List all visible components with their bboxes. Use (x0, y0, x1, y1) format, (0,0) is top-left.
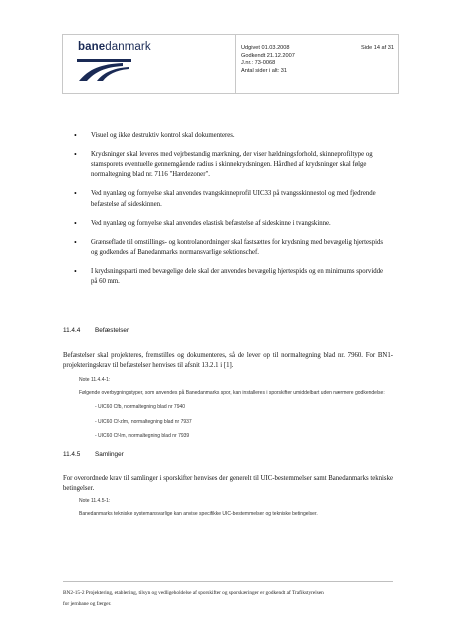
journal-number: J.nr.: 73-0068 (241, 60, 276, 67)
rail-logo-icon (75, 55, 133, 81)
note-text: Banedanmarks tekniske systemansvarlige kan anvise specifikke UIC-bestemmelser og tekniske betingelser. (79, 510, 318, 517)
list-item: • Grænseflade til omstillings- og kontrolanordninger skal fastsættes for krydsning med bevægelig hjertespids og godkendes af Banedanmarks normansvarlige sektionschef. (73, 238, 389, 258)
document-meta (241, 45, 295, 75)
banedanmark-logo: banedanmark (78, 41, 151, 53)
note-item: - UIC60 Cf-lm, normaltegning blad nr 7939 (95, 433, 190, 440)
section-paragraph: For overordnede krav til samlinger i sporskifter henvises der generelt til UIC-bestemmelser samt Banedanmarks tekniske betingelser. (63, 475, 393, 493)
page-header (62, 34, 399, 94)
note-item: - UIC60 Cf-zlm, normaltegning blad nr 7937 (95, 418, 192, 425)
page-number: Side 14 af 31 (361, 45, 394, 51)
total-pages: Antal sider i alt: 31 (241, 67, 288, 74)
section-paragraph: Befæstelser skal projekteres, fremstilles og dokumenteres, så de lever op til normaltegning blad nr. 7960. For BN1-projekteringskrav til befæstelser henvises til afsnit 13.2.1 i [1]. (63, 352, 393, 370)
logo-area (63, 35, 236, 93)
list-item: • Visuel og ikke destruktiv kontrol skal dokumenteres. (73, 131, 389, 141)
issued-date: Udgivet 01.03.2008 (241, 45, 290, 51)
section-title: Samlinger (95, 451, 124, 458)
footer-text: for jernbane og færger. (63, 601, 112, 608)
note-item: - UIC60 Cfb, normaltegning blad nr 7940 (95, 404, 186, 411)
footer-divider (63, 581, 393, 582)
approved-date: Godkendt 21.12.2007 (241, 52, 295, 59)
section-heading-11-4-5 (63, 451, 124, 458)
note-label: Note 11.4.5-1: (79, 498, 111, 504)
note-11-4-5-1 (79, 498, 389, 517)
list-item: • I krydsningsparti med bevægelige dele skal der anvendes bevægelig hjertespids og en minimums sporvidde på 60 mm. (73, 267, 389, 287)
note-text: Følgende overbygningstyper, som anvendes på Banedanmarks spor, kan installeres i sporskifter umiddelbart uden nærmere godkendelse: (79, 389, 385, 396)
requirements-list (73, 131, 389, 296)
footer-text: BN2-15-2 Projektering, etablering, tilsyn og vedligeholdelse af sporskifter og sporskæringer er godkendt af Trafikstyrelsen (63, 590, 324, 596)
section-number: 11.4.4 (63, 327, 81, 334)
note-11-4-4-1 (79, 377, 389, 440)
section-number: 11.4.5 (63, 451, 81, 458)
section-title: Befæstelser (95, 327, 130, 334)
section-heading-11-4-4 (63, 327, 129, 334)
list-item: • Krydsninger skal leveres med vejrbestandig mærkning, der viser hældningsforhold, skinneprofiltype og stamsporets eventuelle gennemgående radius i skinnekrydsningen. Hårdhed af krydsninger skal følge normaltegning blad nr. 7116 "Hærdezoner". (73, 150, 389, 181)
list-item: • Ved nyanlæg og fornyelse skal anvendes elastisk befæstelse af sideskinne i tvangskinne. (73, 219, 389, 229)
page-footer (63, 588, 393, 610)
list-item: • Ved nyanlæg og fornyelse skal anvendes tvangskinneprofil UIC33 på tvangsskinnestol og med fjedrende befæstelse af sideskinnen. (73, 189, 389, 209)
note-label: Note 11.4.4-1: (79, 377, 111, 383)
